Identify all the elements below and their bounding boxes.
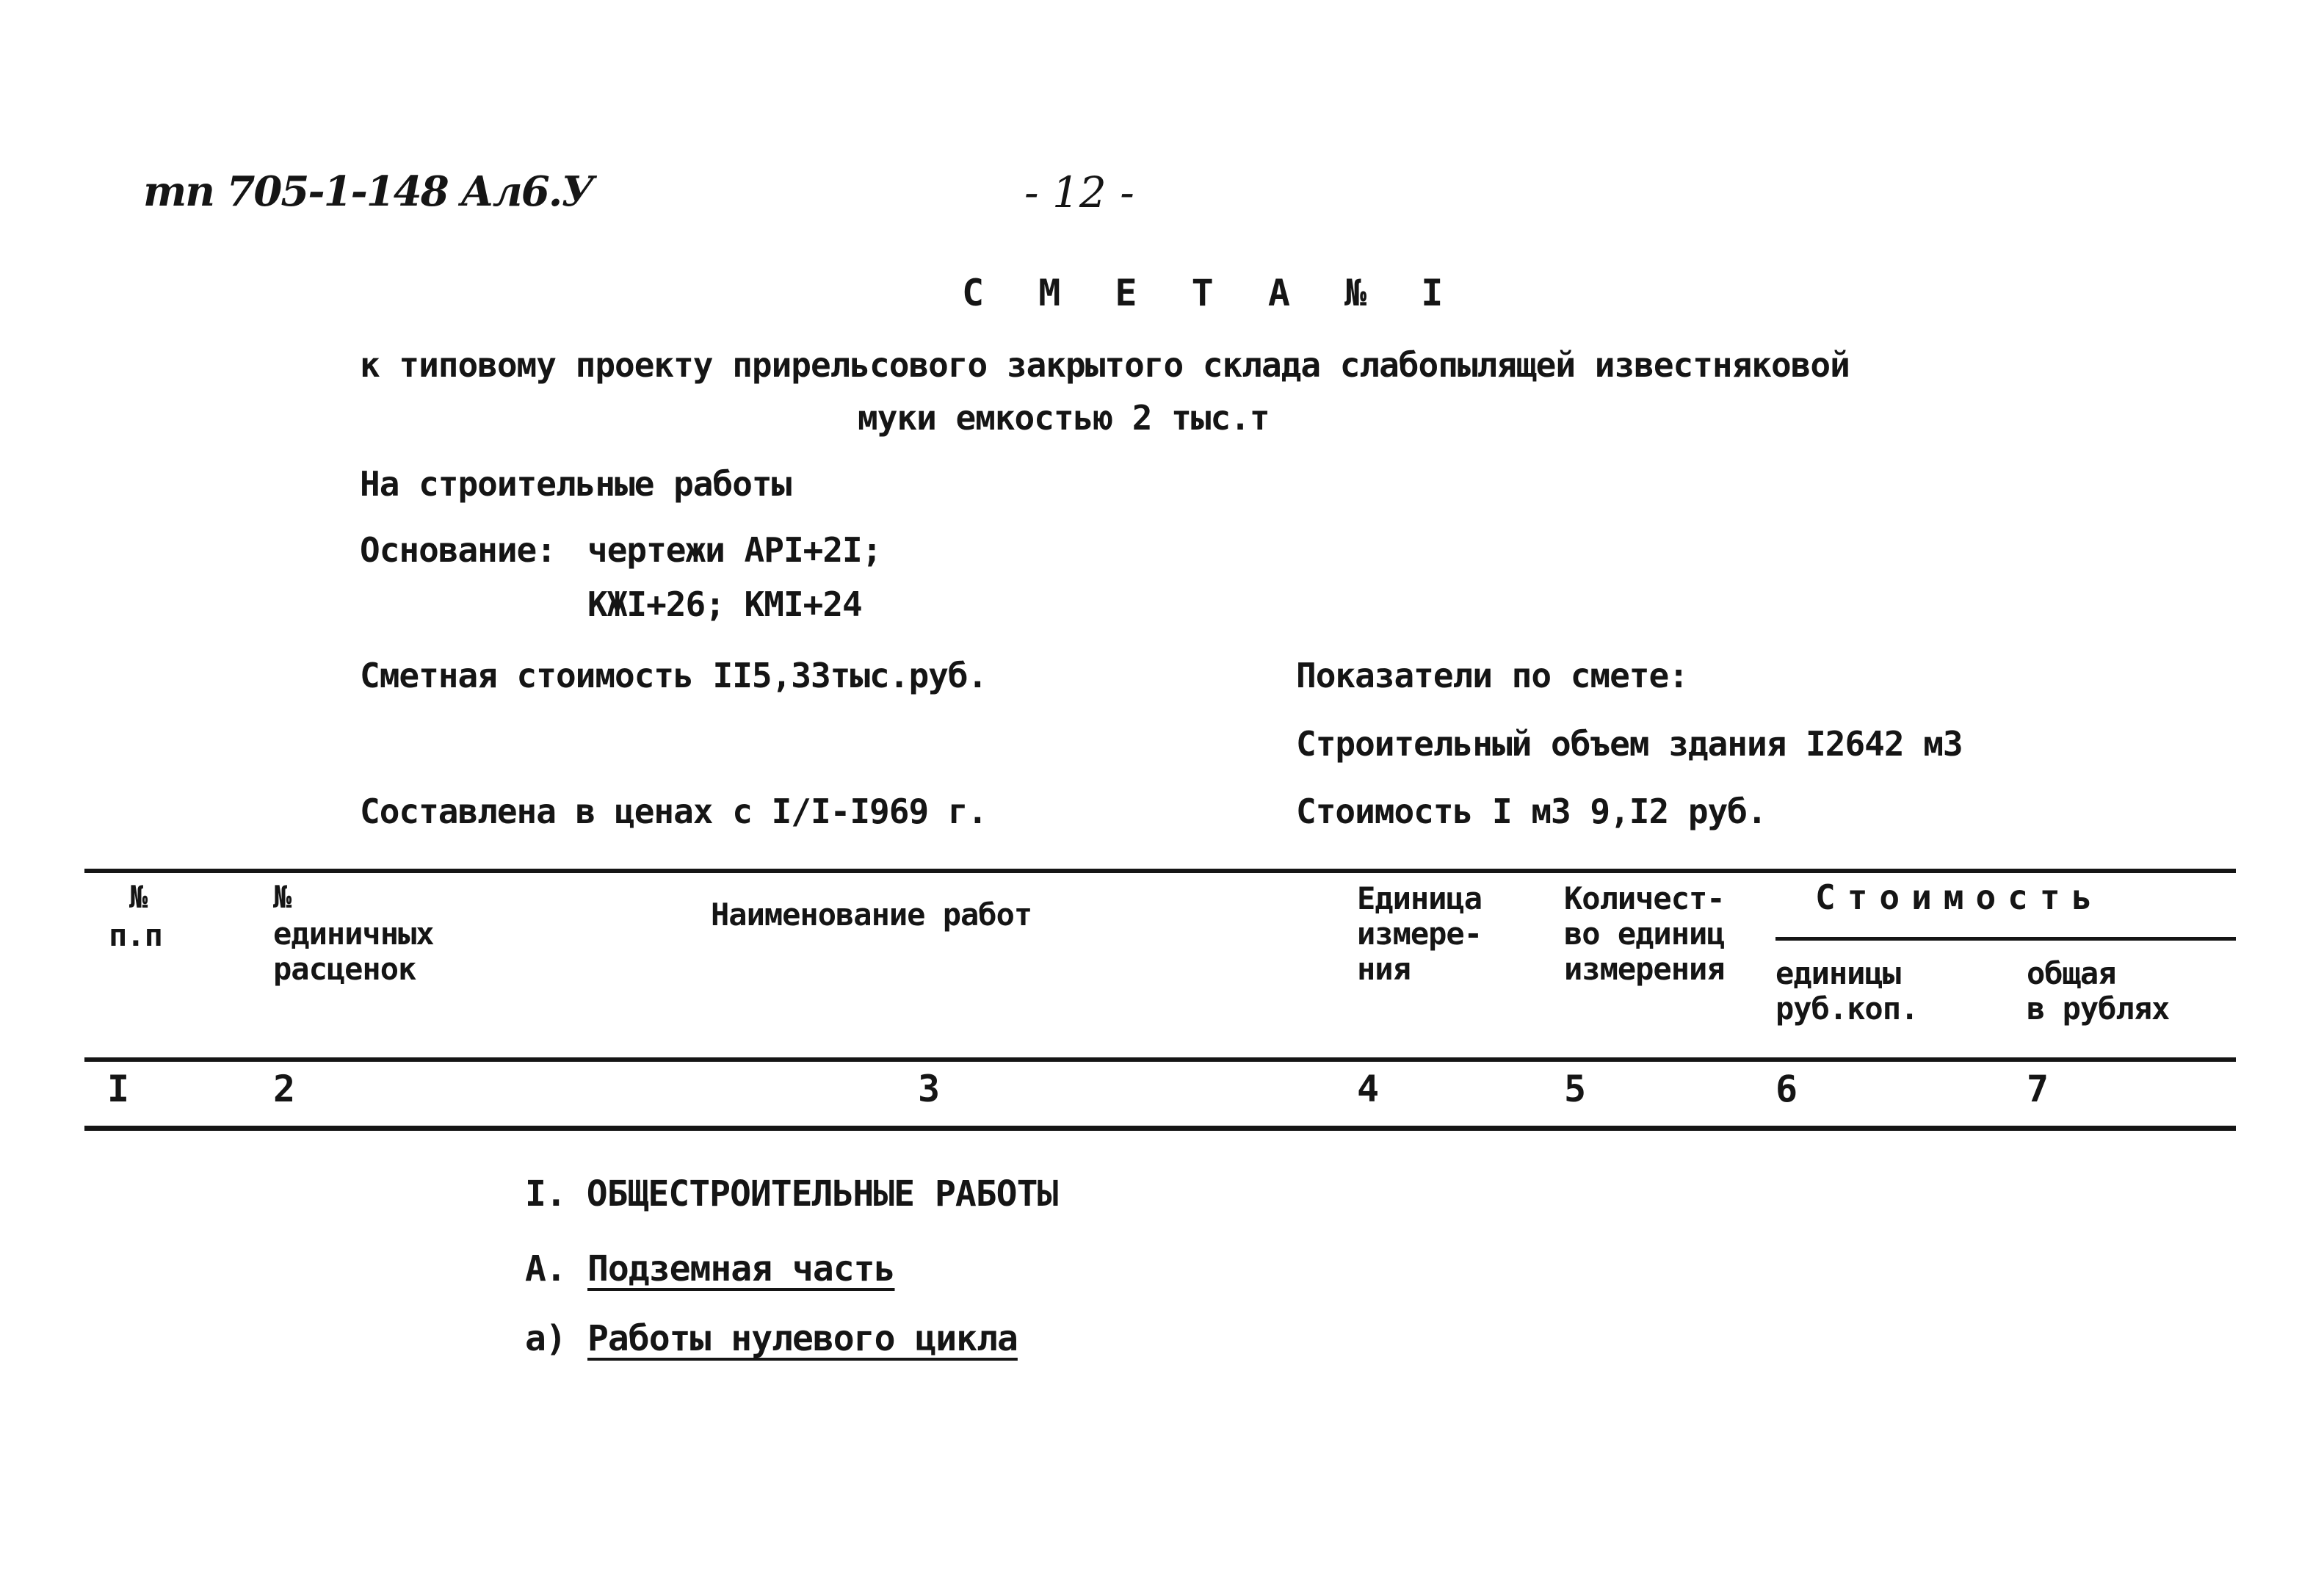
basis-drawings-2: КЖI+26; КМI+24 bbox=[587, 584, 862, 624]
estimate-subtitle-line1: к типовому проекту прирельсового закрытого склада слабопылящей известняковой bbox=[360, 345, 1850, 385]
table-top-rule bbox=[84, 869, 2236, 873]
col-header-quantity bbox=[1564, 881, 1725, 987]
col-header-cost: Стоимость bbox=[1815, 877, 2104, 917]
prices-date: Составлена в ценах с I/I-I969 г. bbox=[360, 792, 988, 831]
section-zero-cycle-label: Работы нулевого цикла bbox=[587, 1318, 1018, 1359]
basis-drawings-1: чертежи АРI+2I; bbox=[587, 530, 882, 570]
col-header-unit-cost-line2: руб.коп. bbox=[1775, 991, 1919, 1027]
page-number: - 12 - bbox=[1024, 167, 1134, 217]
column-number-4: 4 bbox=[1357, 1068, 1380, 1110]
indicator-cost-per-m3: Стоимость I м3 9,I2 руб. bbox=[1296, 792, 1767, 831]
works-type: На строительные работы bbox=[360, 464, 792, 504]
cost-subheader-rule bbox=[1775, 937, 2236, 941]
section-general-works: I. ОБЩЕСТРОИТЕЛЬНЫЕ РАБОТЫ bbox=[525, 1173, 1058, 1215]
col-header-unit-line2: измере- bbox=[1357, 916, 1483, 952]
column-number-3: 3 bbox=[918, 1068, 941, 1110]
column-number-5: 5 bbox=[1564, 1068, 1587, 1110]
column-number-2: 2 bbox=[273, 1068, 296, 1110]
col-header-rates bbox=[273, 916, 434, 987]
column-number-7: 7 bbox=[2027, 1068, 2049, 1110]
col-header-unit-line1: Единица bbox=[1357, 880, 1483, 916]
column-number-1: I bbox=[107, 1068, 130, 1110]
estimate-title: С М Е Т А № I bbox=[962, 272, 1460, 314]
header-bottom-rule bbox=[84, 1057, 2236, 1062]
document-code: тп 705-1-148 Ал6.У bbox=[143, 167, 593, 216]
indicator-volume: Строительный объем здания I2642 м3 bbox=[1296, 724, 1963, 764]
col-header-unit bbox=[1357, 881, 1482, 987]
col-header-total-line1: общая bbox=[2027, 955, 2116, 991]
section-zero-cycle-prefix: а) bbox=[525, 1318, 566, 1359]
col-header-unit-line3: ния bbox=[1357, 951, 1411, 987]
col-header-work-name: Наименование работ bbox=[711, 897, 1032, 933]
col-header-no: п.п bbox=[109, 917, 162, 953]
col-header-unit-cost-line1: единицы bbox=[1775, 955, 1901, 991]
col-header-quantity-line3: измерения bbox=[1564, 951, 1725, 987]
table-numbers-rule bbox=[84, 1126, 2236, 1131]
basis-label: Основание: bbox=[360, 530, 556, 570]
col-header-rates-line1: единичных bbox=[273, 916, 434, 952]
col-header-quantity-line1: Количест- bbox=[1564, 880, 1725, 916]
col-header-unit-cost bbox=[1775, 956, 1918, 1027]
section-underground-prefix: А. bbox=[525, 1248, 566, 1289]
col-header-rate-mark: № bbox=[273, 879, 292, 915]
col-header-total bbox=[2027, 956, 2169, 1027]
estimate-subtitle-line2: муки емкостью 2 тыс.т bbox=[858, 398, 1270, 438]
col-header-quantity-line2: во единиц bbox=[1564, 916, 1725, 952]
col-header-total-line2: в рублях bbox=[2027, 991, 2170, 1027]
section-underground-label: Подземная часть bbox=[587, 1248, 895, 1289]
col-header-no-mark: № bbox=[129, 879, 148, 915]
estimated-cost: Сметная стоимость II5,33тыс.руб. bbox=[360, 656, 988, 695]
column-number-6: 6 bbox=[1775, 1068, 1798, 1110]
indicators-title: Показатели по смете: bbox=[1296, 656, 1688, 695]
col-header-rates-line2: расценок bbox=[273, 951, 416, 987]
